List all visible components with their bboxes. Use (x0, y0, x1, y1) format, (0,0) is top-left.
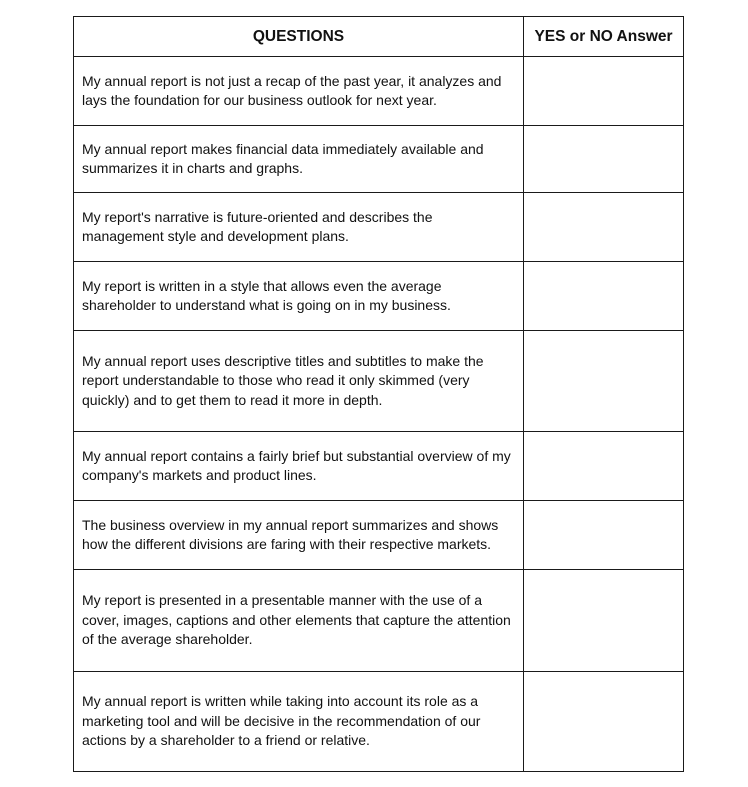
table-row (74, 432, 684, 501)
table-row (74, 126, 684, 193)
answer-cell[interactable] (524, 432, 684, 501)
answer-cell[interactable] (524, 57, 684, 126)
answer-cell[interactable] (524, 193, 684, 262)
answer-cell[interactable] (524, 262, 684, 331)
question-cell: My annual report is written while taking into account its role as a marketing tool and will be decisive in the recommendation of our actions by a shareholder to a friend or relative. (74, 672, 524, 772)
question-cell: My annual report contains a fairly brief but substantial overview of my company's markets and product lines. (74, 432, 524, 501)
question-cell: My report is written in a style that allows even the average shareholder to understand what is going on in my business. (74, 262, 524, 331)
answer-header: YES or NO Answer (524, 17, 684, 57)
answer-cell[interactable] (524, 672, 684, 772)
answer-cell[interactable] (524, 570, 684, 672)
questionnaire-table (73, 16, 684, 772)
table-row (74, 331, 684, 432)
table-row (74, 501, 684, 570)
question-cell: My report's narrative is future-oriented and describes the management style and development plans. (74, 193, 524, 262)
question-cell: My annual report uses descriptive titles and subtitles to make the report understandable to those who read it only skimmed (very quickly) and to get them to read it more in depth. (74, 331, 524, 432)
table-row (74, 57, 684, 126)
header-row (74, 17, 684, 57)
answer-cell[interactable] (524, 501, 684, 570)
questionnaire-sheet (73, 16, 683, 772)
table-row (74, 193, 684, 262)
answer-cell[interactable] (524, 331, 684, 432)
question-cell: My annual report makes financial data immediately available and summarizes it in charts and graphs. (74, 126, 524, 193)
question-cell: My report is presented in a presentable manner with the use of a cover, images, captions and other elements that capture the attention of the average shareholder. (74, 570, 524, 672)
question-cell: The business overview in my annual report summarizes and shows how the different divisions are faring with their respective markets. (74, 501, 524, 570)
table-row (74, 570, 684, 672)
questions-header: QUESTIONS (74, 17, 524, 57)
table-row (74, 672, 684, 772)
table-row (74, 262, 684, 331)
answer-cell[interactable] (524, 126, 684, 193)
question-cell: My annual report is not just a recap of the past year, it analyzes and lays the foundation for our business outlook for next year. (74, 57, 524, 126)
